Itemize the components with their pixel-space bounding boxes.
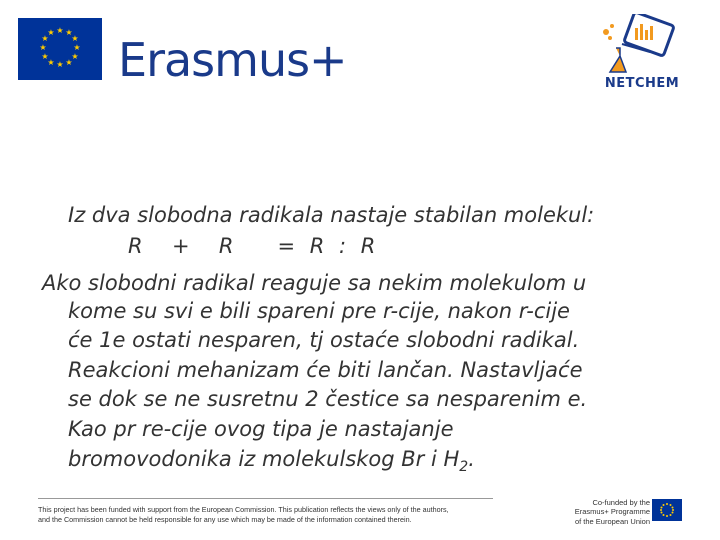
paragraph-line: Ako slobodni radikal reaguje sa nekim molekulom u <box>42 271 587 295</box>
svg-text:★: ★ <box>41 34 49 43</box>
svg-text:★: ★ <box>71 52 79 61</box>
cofunded-text: Co-funded by the Erasmus+ Programme of the European Union <box>574 498 650 526</box>
svg-text:★: ★ <box>41 52 49 61</box>
footer-disclaimer: This project has been funded with support from the European Commission. This publication reflects the views only of the authors, <box>38 505 449 514</box>
paragraph-line: Reakcioni mehanizam će biti lančan. Nastavljaće <box>68 358 583 382</box>
footer-disclaimer: and the Commission cannot be held responsible for any use which may be made of the information contained therein. <box>38 515 412 524</box>
svg-text:★: ★ <box>56 26 64 35</box>
paragraph-line: se dok se ne susretnu 2 čestice sa nesparenim e. <box>68 387 588 411</box>
paragraph-line: će 1e ostati nesparen, tj ostaće slobodni radikal. <box>68 328 580 352</box>
svg-text:★: ★ <box>65 28 73 37</box>
netchem-logo-text: NETCHEM <box>604 76 680 91</box>
intro-line: Iz dva slobodna radikala nastaje stabilan molekul: <box>68 203 595 227</box>
svg-text:★: ★ <box>47 58 55 67</box>
paragraph-last-line <box>68 449 475 474</box>
eu-stars-small-icon <box>652 499 682 521</box>
eu-flag-logo <box>18 18 102 80</box>
svg-text:★: ★ <box>47 28 55 37</box>
last-line-text: bromovodonika iz molekulskog Br i H <box>68 447 460 471</box>
subscript: 2 <box>459 459 469 476</box>
reaction-equation: R + R = R : R <box>128 234 376 258</box>
svg-text:★: ★ <box>73 43 81 52</box>
svg-text:★: ★ <box>39 43 47 52</box>
paragraph-line: kome su svi e bili spareni pre r-cije, nakon r-cije <box>68 299 570 323</box>
paragraph-line: Kao pr re-cije ovog tipa je nastajanje <box>68 417 454 441</box>
footer-divider <box>38 498 493 499</box>
eu-stars-icon <box>18 18 102 80</box>
eu-flag-small-logo <box>652 499 682 521</box>
svg-text:★: ★ <box>56 60 64 69</box>
last-line-period: . <box>468 447 475 471</box>
erasmus-logo-text: Erasmus+ <box>118 33 347 87</box>
svg-text:★: ★ <box>65 58 73 67</box>
svg-text:★: ★ <box>71 34 79 43</box>
